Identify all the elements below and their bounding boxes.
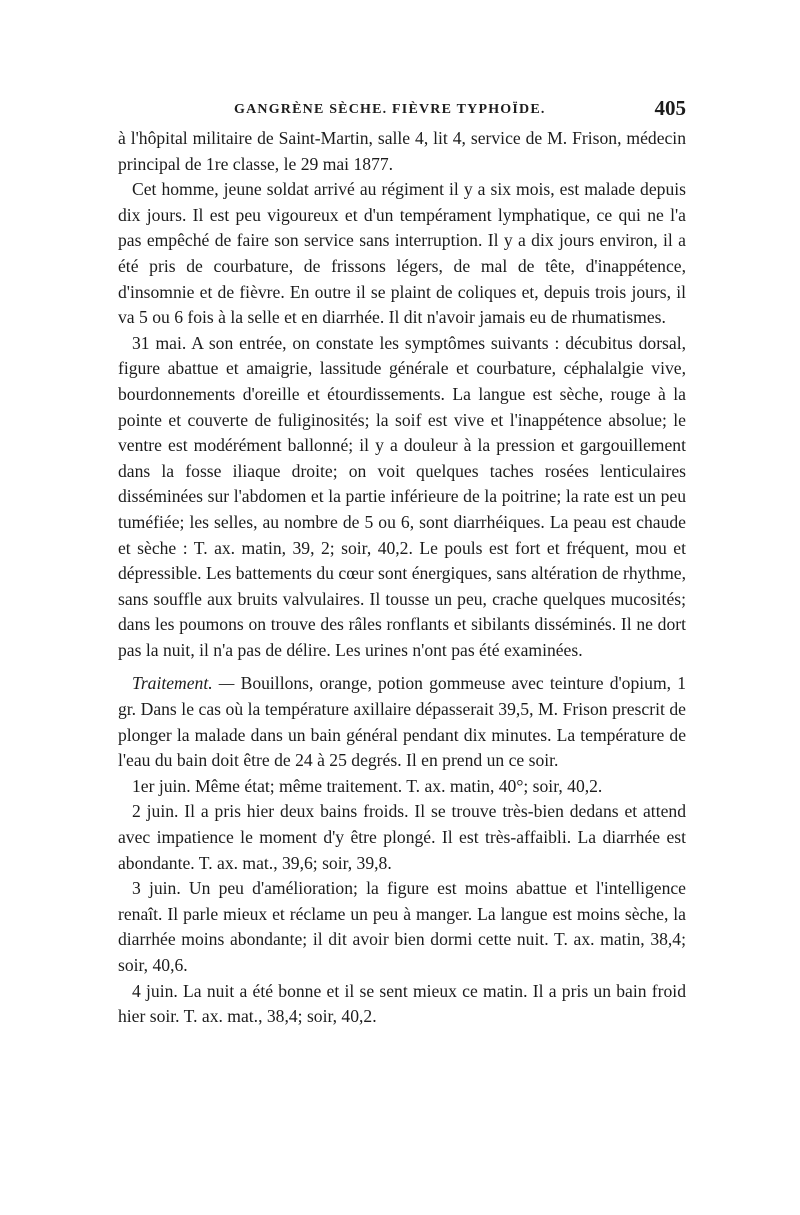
paragraph-history: Cet homme, jeune soldat arrivé au régiment il y a six mois, est malade depuis dix jours. Il est peu vigoureux et d'un tempérament lymphatique, ce qui ne l'a pas empêché de faire son service sans interruption. Il y a dix jours environ, il a été pris de courbature, de frissons légers, de mal de tête, d'inappétence, d'insomnie et de fièvre. En outre il se plaint de coliques et, depuis trois jours, il va 5 ou 6 fois à la selle et en diarrhée. Il dit n'avoir jamais eu de rhumatismes. — [118, 179, 686, 328]
paragraph-may-31: 31 mai. A son entrée, on constate les symptômes suivants : décubitus dorsal, figure abattue et amaigrie, lassitude générale et courbature, céphalalgie vive, bourdonnements d'oreille et étourdissements. La langue est sèche, rouge à la pointe et couverte de fuliginosités; la soif est vive et l'inappétence absolue; le ventre est modérément ballonné; il y a douleur à la pression et gargouillement dans la fosse iliaque droite; on voit quelques taches rosées lenticulaires disséminées sur l'abdomen et la partie inférieure de la poitrine; la rate est un peu tuméfiée; les selles, au nombre de 5 ou 6, sont diarrhéiques. La peau est chaude et sèche : T. ax. matin, 39, 2; soir, 40,2. Le pouls est fort et fréquent, mou et dépressible. Les battements du cœur sont énergiques, sans altération de rhythme, sans souffle aux bruits valvulaires. Il tousse un peu, crache quelques mucosités; dans les poumons on trouve des râles ronflants et sibilants disséminés. Il ne dort pas la nuit, il n'a pas de délire. Les urines n'ont pas été examinées. — [118, 332, 686, 660]
paragraph-treatment — [118, 671, 686, 773]
book-page — [118, 96, 686, 1030]
treatment-label: Traitement. — — [132, 673, 235, 694]
treatment-text: Bouillons, orange, potion gommeuse avec teinture d'opium, 1 gr. Dans le cas où la température axillaire dépasserait 39,5, M. Frison prescrit de plonger la malade dans un bain général pendant dix minutes. La température de l'eau du bain doit être de 24 à 25 degrés. Il en prend un ce soir. — [118, 673, 686, 771]
body-text — [118, 126, 686, 1030]
paragraph-june-1: 1er juin. Même état; même traitement. T. ax. matin, 40°; soir, 40,2. — [132, 775, 603, 796]
paragraph-june-2: 2 juin. Il a pris hier deux bains froids. Il se trouve très-bien dedans et attend avec impatience le moment d'y être plongé. Il est très-affaibli. La diarrhée est abondante. T. ax. mat., 39,6; soir, 39,8. — [118, 801, 686, 873]
paragraph-admission: à l'hôpital militaire de Saint-Martin, salle 4, lit 4, service de M. Frison, médecin principal de 1re classe, le 29 mai 1877. — [118, 128, 686, 174]
paragraph-june-3: 3 juin. Un peu d'amélioration; la figure est moins abattue et l'intelligence renaît. Il parle mieux et réclame un peu à manger. La langue est moins sèche, la diarrhée moins abondante; il dit avoir bien dormi cette nuit. T. ax. matin, 38,4; soir, 40,6. — [118, 878, 686, 975]
page-number: 405 — [654, 96, 686, 120]
running-title: GANGRÈNE SÈCHE. FIÈVRE TYPHOÏDE. — [234, 102, 546, 117]
running-head — [118, 96, 686, 126]
paragraph-june-4: 4 juin. La nuit a été bonne et il se sent mieux ce matin. Il a pris un bain froid hier soir. T. ax. mat., 38,4; soir, 40,2. — [118, 980, 686, 1027]
